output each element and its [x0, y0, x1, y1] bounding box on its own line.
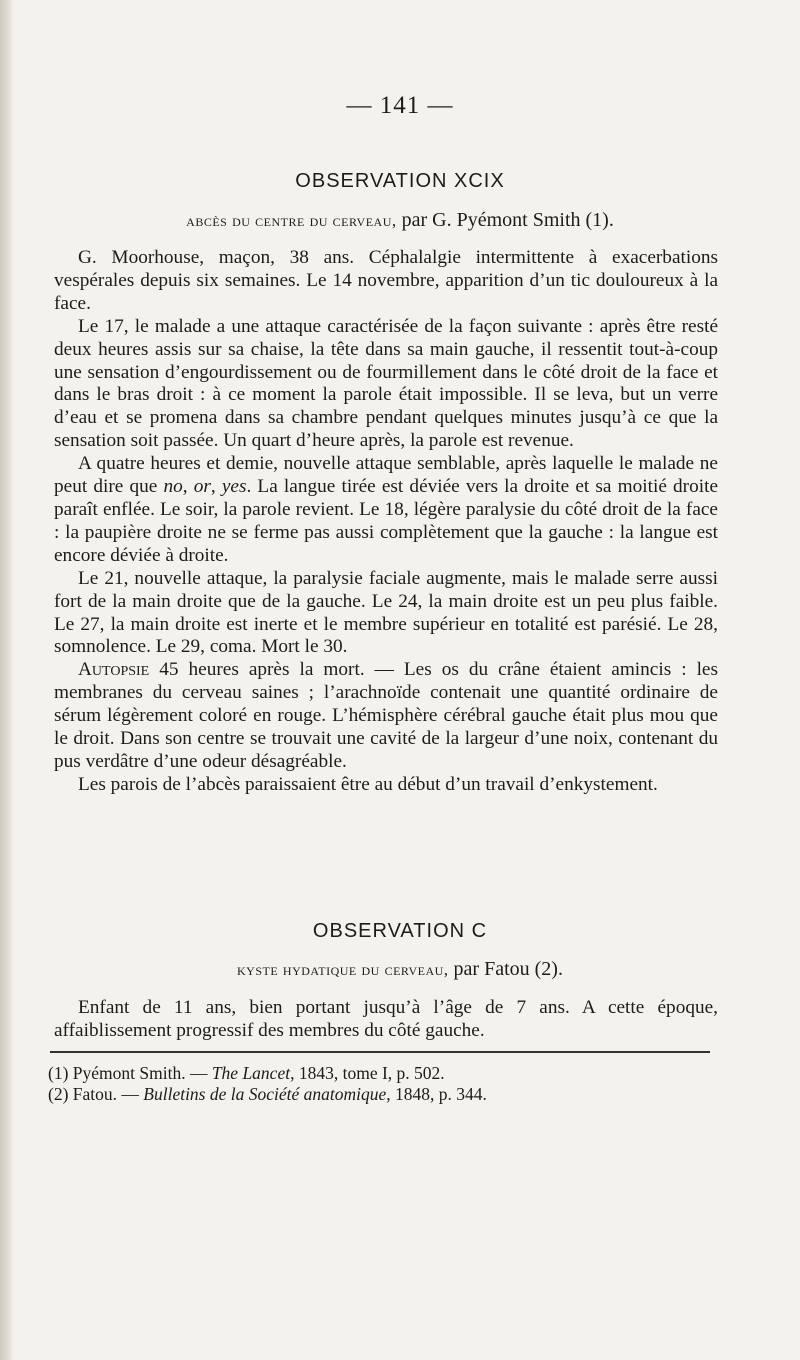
observation-xcix-subtitle-caps: abcès du centre du cerveau,: [186, 211, 397, 230]
footnote-2: (2) Fatou. — Bulletins de la Société anatomique, 1848, p. 344.: [48, 1084, 487, 1104]
footnote-1: (1) Pyémont Smith. — The Lancet, 1843, tome I, p. 502.: [48, 1063, 445, 1083]
observation-xcix-title: OBSERVATION XCIX: [295, 170, 505, 192]
autopsy-label: Autopsie: [78, 659, 150, 681]
observation-c-body: [54, 997, 718, 1043]
observation-xcix-body: [54, 247, 718, 797]
footnote-rule: [50, 1051, 710, 1053]
paragraph: G. Moorhouse, maçon, 38 ans. Céphalalgie intermittente à exacerbations vespérales depuis six semaines. Le 14 novembre, apparition d’un tic douloureux à la face.: [54, 247, 718, 314]
paragraph: Le 17, le malade a une attaque caractérisée de la façon suivante : après être resté deux heures assis sur sa chaise, la tête dans sa main gauche, il ressentit tout-à-coup une sensation d’engourdissement ou de fourmillement dans le côté droit de la face et dans le bras droit : à ce moment la parole était impossible. Il se leva, but un verre d’eau et se promena dans sa chambre pendant quelques minutes jusqu’à ce que la sensation soit passée. Un quart d’heure après, la parole est revenue.: [54, 315, 718, 452]
page-number: — 141 —: [346, 92, 454, 119]
observation-xcix-subtitle: [0, 209, 800, 232]
observation-c-subtitle-caps: kyste hydatique du cerveau,: [237, 960, 449, 979]
paragraph: Le 21, nouvelle attaque, la paralysie faciale augmente, mais le malade serre aussi fort de la main droite que de la gauche. Le 24, la main droite est un peu plus faible. Le 27, la main droite est inerte et le membre supérieur en totalité est parésié. Le 28, somnolence. Le 29, coma. Mort le 30.: [54, 567, 718, 658]
paragraph: Autopsie 45 heures après la mort. — Les os du crâne étaient amincis : les membranes du cerveau saines ; l’arachnoïde contenait une quantité ordinaire de sérum légèrement coloré en rouge. L’hémisphère cérébral gauche était plus mou que le droit. Dans son centre se trouvait une cavité de la largeur d’une noix, contenant du pus verdâtre d’une odeur désagréable.: [54, 659, 718, 772]
observation-c-subtitle: [0, 958, 800, 981]
page-spine-shadow: [0, 0, 14, 1360]
italic-word: yes: [221, 476, 247, 498]
italic-word: no: [163, 476, 183, 498]
observation-c-title: OBSERVATION C: [312, 920, 488, 942]
paragraph: Les parois de l’abcès paraissaient être au début d’un travail d’enkystement.: [78, 773, 658, 795]
paragraph: Enfant de 11 ans, bien portant jusqu’à l’âge de 7 ans. A cette époque, affaiblissement progressif des membres du côté gauche.: [54, 997, 718, 1041]
observation-xcix-subtitle-author: par G. Pyémont Smith (1).: [396, 209, 614, 231]
paragraph: A quatre heures et demie, nouvelle attaque semblable, après laquelle le malade ne peut dire que no, or, yes. La langue tirée est déviée vers la droite et sa moitié droite paraît enflée. Le soir, la parole revient. Le 18, légère paralysie du côté droit de la face : la paupière droite ne se ferme pas aussi complètement que la gauche : la langue est encore déviée à droite.: [54, 453, 718, 566]
footnotes: [48, 1063, 728, 1105]
italic-word: or: [193, 476, 211, 498]
observation-c-subtitle-author: par Fatou (2).: [448, 958, 563, 980]
